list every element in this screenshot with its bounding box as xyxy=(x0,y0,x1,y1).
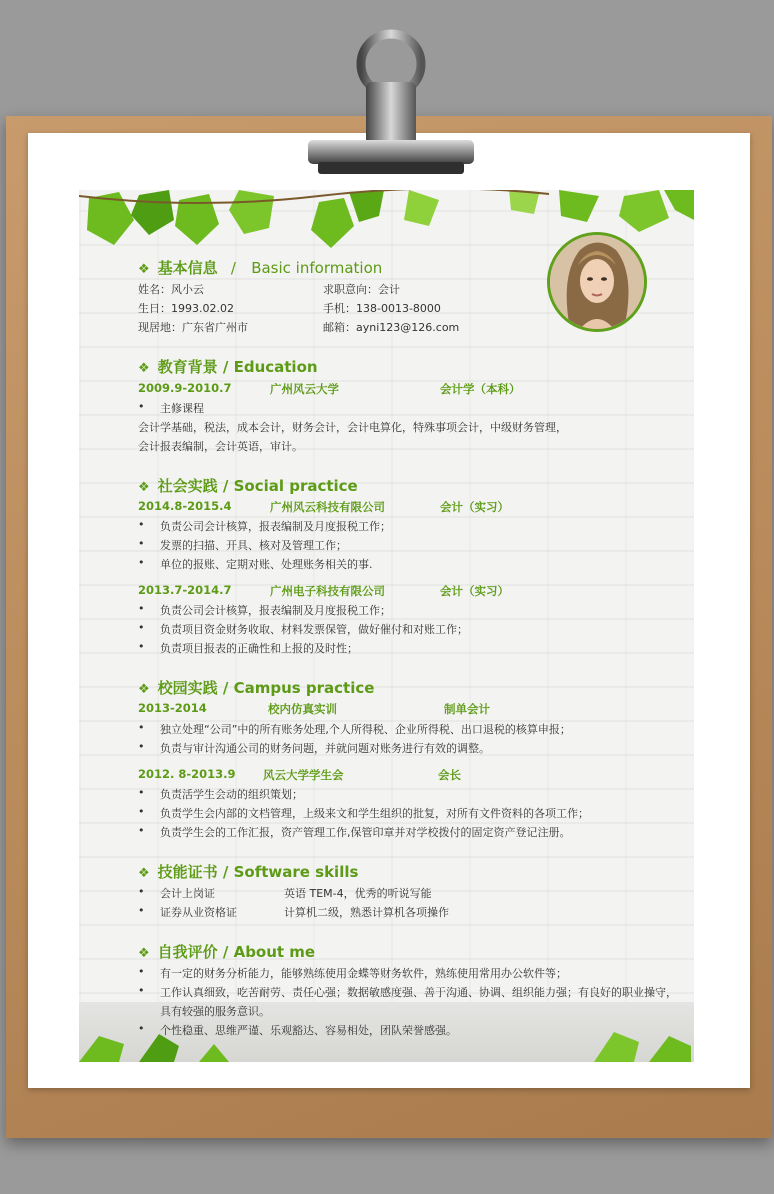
diamond-icon: ❖ xyxy=(138,480,150,495)
bullet-icon: • xyxy=(138,640,145,653)
intention: 求职意向：会计 xyxy=(323,283,400,296)
diamond-icon: ❖ xyxy=(138,682,150,697)
name: 姓名：风小云 xyxy=(138,283,204,296)
section-title-social xyxy=(138,475,358,496)
diamond-icon: ❖ xyxy=(138,866,150,881)
social-period-2: 2013.7-2014.7 xyxy=(138,583,232,597)
skill-left-2: 证券从业资格证 xyxy=(160,906,237,919)
skill-left-1: 会计上岗证 xyxy=(160,887,215,900)
basic-title-sep: / xyxy=(230,259,236,277)
avatar xyxy=(547,232,647,332)
edu-period: 2009.9-2010.7 xyxy=(138,381,232,395)
bullet-icon: • xyxy=(138,885,145,898)
bullet-icon: • xyxy=(138,518,145,531)
bullet-icon: • xyxy=(138,824,145,837)
birth: 生日：1993.02.02 xyxy=(138,302,234,315)
bullet-icon: • xyxy=(138,1022,145,1035)
section-title-about xyxy=(138,941,315,962)
list-item: 独立处理“公司”中的所有账务处理,个人所得税、企业所得税、出口退税的核算申报； xyxy=(160,723,571,736)
list-item: 发票的扫描、开具、核对及管理工作； xyxy=(160,539,347,552)
bullet-icon: • xyxy=(138,400,145,413)
campus-period-1: 2013-2014 xyxy=(138,701,207,715)
campus-org-2: 风云大学学生会 xyxy=(263,768,344,782)
edu-school: 广州风云大学 xyxy=(270,382,339,396)
social-role-1: 会计（实习） xyxy=(440,500,509,514)
bullet-icon: • xyxy=(138,602,145,615)
social-title: 社会实践 / Social practice xyxy=(157,477,358,495)
list-item: 负责项目报表的正确性和上报的及时性； xyxy=(160,642,358,655)
diamond-icon: ❖ xyxy=(138,361,150,376)
social-period-1: 2014.8-2015.4 xyxy=(138,499,232,513)
bullet-icon: • xyxy=(138,984,145,997)
bullet-icon: • xyxy=(138,904,145,917)
about-title: 自我评价 / About me xyxy=(157,943,316,961)
bullet-icon: • xyxy=(138,556,145,569)
list-item: 负责公司会计核算，报表编制及月度报税工作； xyxy=(160,520,391,533)
bullet-icon: • xyxy=(138,721,145,734)
bullet-icon: • xyxy=(138,621,145,634)
edu-line1: 会计学基础，税法，成本会计，财务会计，会计电算化，特殊事项会计，中级财务管理， xyxy=(138,421,567,434)
education-title: 教育背景 / Education xyxy=(157,358,318,376)
about-item-2b: 具有较强的服务意识。 xyxy=(160,1005,270,1018)
skill-right-1: 英语 TEM-4，优秀的听说写能 xyxy=(284,887,432,900)
basic-title-en: Basic information xyxy=(251,259,383,277)
edu-major: 会计学（本科） xyxy=(440,382,521,396)
list-item: 负责学生会内部的文档管理，上级来文和学生组织的批复，对所有文件资料的各项工作； xyxy=(160,807,589,820)
diamond-icon: ❖ xyxy=(138,946,150,961)
bullet-icon: • xyxy=(138,965,145,978)
bullet-icon: • xyxy=(138,786,145,799)
list-item: 负责活学生会动的组织策划； xyxy=(160,788,303,801)
bullet-icon: • xyxy=(138,537,145,550)
social-company-2: 广州电子科技有限公司 xyxy=(270,584,385,598)
location: 现居地：广东省广州市 xyxy=(138,321,248,334)
binder-clip-icon xyxy=(296,22,486,182)
list-item: 负责学生会的工作汇报，资产管理工作,保管印章并对学校拨付的固定资产登记注册。 xyxy=(160,826,571,839)
phone: 手机：138-0013-8000 xyxy=(323,302,441,315)
social-role-2: 会计（实习） xyxy=(440,584,509,598)
diamond-icon: ❖ xyxy=(138,262,150,277)
list-item: 负责公司会计核算，报表编制及月度报税工作； xyxy=(160,604,391,617)
about-item-2a: 工作认真细致，吃苦耐劳、责任心强；数据敏感度强、善于沟通、协调、组织能力强；有良好的职业操守， xyxy=(160,986,677,999)
about-item-1: 有一定的财务分析能力，能够熟练使用金蝶等财务软件，熟练使用常用办公软件等； xyxy=(160,967,567,980)
list-item: 单位的报账、定期对账、处理账务相关的事. xyxy=(160,558,373,571)
section-title-skills xyxy=(138,861,358,882)
bullet-icon: • xyxy=(138,805,145,818)
list-item: 负责与审计沟通公司的财务问题，并就问题对账务进行有效的调整。 xyxy=(160,742,490,755)
campus-role-1: 制单会计 xyxy=(444,702,490,716)
skills-title: 技能证书 / Software skills xyxy=(157,863,359,881)
section-title-campus xyxy=(138,677,374,698)
campus-title: 校园实践 / Campus practice xyxy=(157,679,375,697)
edu-line2: 会计报表编制，会计英语，审计。 xyxy=(138,440,303,453)
list-item: 负责项目资金财务收取、材料发票保管，做好催付和对账工作； xyxy=(160,623,468,636)
basic-title-cn: 基本信息 xyxy=(157,259,218,277)
campus-period-2: 2012. 8-2013.9 xyxy=(138,767,236,781)
email: 邮箱：ayni123@126.com xyxy=(323,321,460,334)
skill-right-2: 计算机二级，熟悉计算机各项操作 xyxy=(284,906,449,919)
section-title-basic xyxy=(138,257,382,278)
campus-org-1: 校内仿真实训 xyxy=(268,702,337,716)
bullet-icon: • xyxy=(138,740,145,753)
edu-bullet: 主修课程 xyxy=(160,402,204,415)
campus-role-2: 会长 xyxy=(438,768,461,782)
social-company-1: 广州风云科技有限公司 xyxy=(270,500,385,514)
section-title-education xyxy=(138,356,318,377)
about-item-3: 个性稳重、思维严谨、乐观豁达、容易相处，团队荣誉感强。 xyxy=(160,1024,457,1037)
